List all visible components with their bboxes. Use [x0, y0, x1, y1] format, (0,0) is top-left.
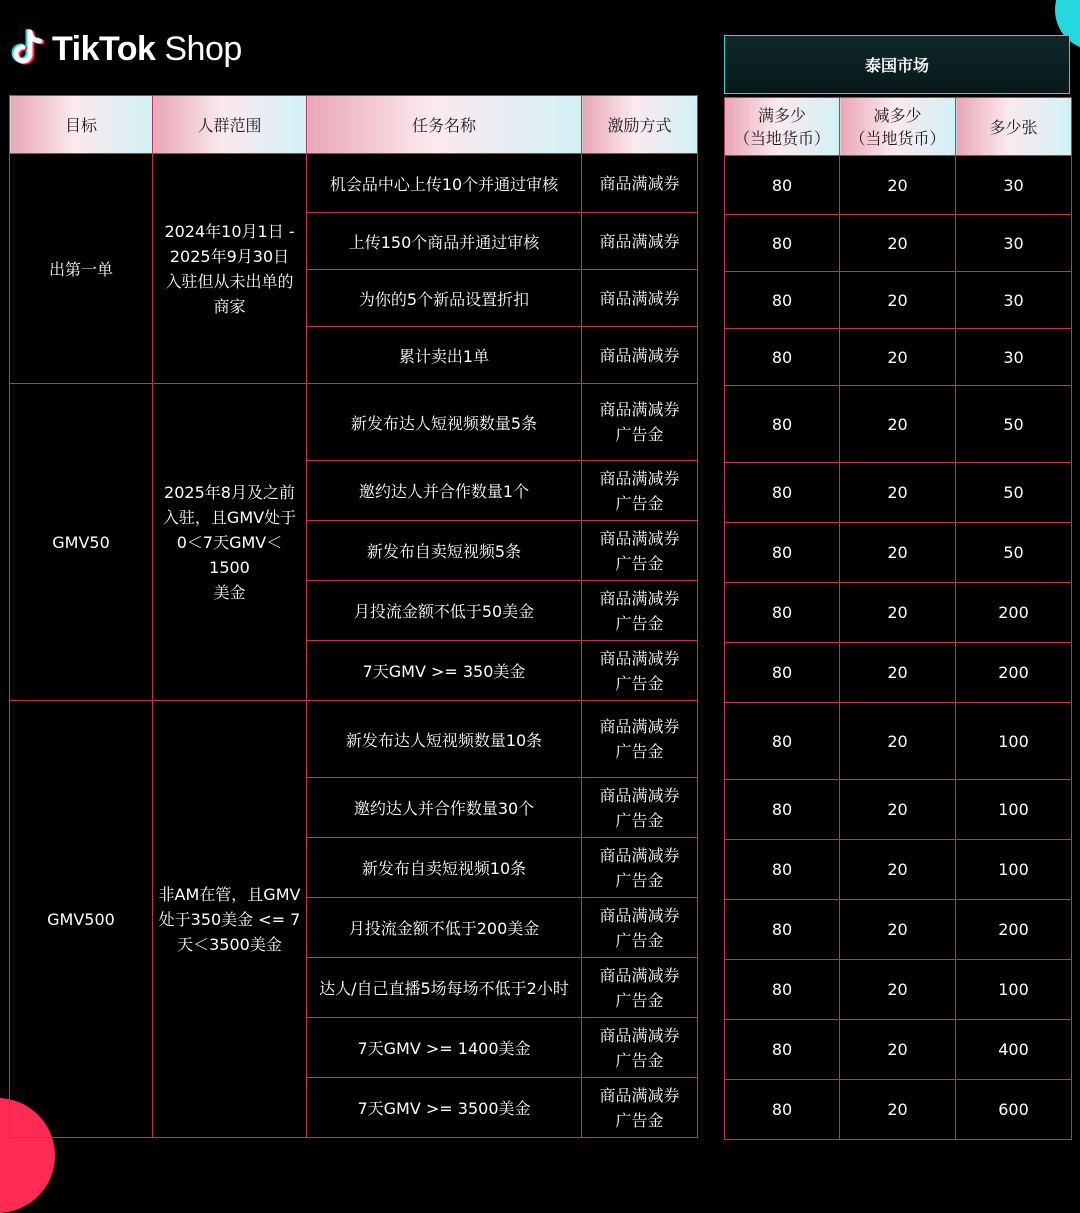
- reward-line: 商品满减券: [599, 345, 680, 365]
- table-row: [725, 703, 1072, 780]
- crowd-line: 美金: [213, 582, 246, 602]
- count-cell: 30: [956, 156, 1072, 215]
- reward-cell: [582, 461, 698, 521]
- discount-cell: 20: [840, 960, 956, 1020]
- reward-line: 商品满减券: [599, 400, 680, 419]
- task-cell: 邀约达人并合作数量1个: [307, 461, 582, 521]
- count-cell: 30: [956, 215, 1072, 272]
- reward-cell: [582, 898, 698, 958]
- discount-cell: 20: [840, 583, 956, 643]
- count-cell: 100: [956, 703, 1072, 780]
- crowd-line: 商家: [213, 296, 246, 316]
- task-cell: 7天GMV >= 3500美金: [307, 1078, 582, 1138]
- table-row: [10, 154, 698, 213]
- threshold-cell: 80: [725, 215, 840, 272]
- reward-line: 商品满减券: [599, 288, 680, 308]
- task-cell: 7天GMV >= 1400美金: [307, 1018, 582, 1078]
- reward-cell: [582, 270, 698, 327]
- reward-line: 广告金: [615, 1110, 664, 1130]
- threshold-cell: 80: [725, 329, 840, 386]
- crowd-line: 2025年9月30日: [169, 246, 290, 266]
- table-row: [725, 386, 1072, 463]
- count-cell: 30: [956, 272, 1072, 329]
- goal-cell: GMV500: [10, 701, 153, 1138]
- reward-line: 广告金: [615, 930, 664, 950]
- threshold-cell: 80: [725, 272, 840, 329]
- count-cell: 600: [956, 1080, 1072, 1140]
- discount-cell: 20: [840, 840, 956, 900]
- tiktok-shop-logo: [10, 25, 242, 73]
- crowd-line: 2025年8月及之前: [164, 482, 295, 502]
- discount-cell: 20: [840, 900, 956, 960]
- reward-line: 商品满减券: [599, 845, 680, 865]
- table-row: [10, 384, 698, 461]
- crowd-cell: [153, 384, 307, 701]
- task-cell: 月投流金额不低于50美金: [307, 581, 582, 641]
- task-cell: 新发布自卖短视频10条: [307, 838, 582, 898]
- reward-line: 广告金: [615, 553, 664, 573]
- reward-line: 商品满减券: [599, 588, 680, 608]
- task-cell: 累计卖出1单: [307, 327, 582, 384]
- count-cell: 50: [956, 463, 1072, 523]
- table-row: [725, 960, 1072, 1020]
- count-cell: 50: [956, 386, 1072, 463]
- count-cell: 200: [956, 643, 1072, 703]
- task-cell: 新发布自卖短视频5条: [307, 521, 582, 581]
- reward-cell: [582, 701, 698, 778]
- table-row: [725, 1020, 1072, 1080]
- table-row: [725, 1080, 1072, 1140]
- count-cell: 200: [956, 583, 1072, 643]
- count-cell: 100: [956, 840, 1072, 900]
- crowd-line: 入驻，且GMV处于: [162, 507, 297, 527]
- reward-line: 商品满减券: [599, 648, 680, 668]
- reward-cell: [582, 1078, 698, 1138]
- count-cell: 100: [956, 780, 1072, 840]
- header-count: 多少张: [956, 98, 1072, 156]
- reward-cell: [582, 778, 698, 838]
- threshold-cell: 80: [725, 1020, 840, 1080]
- crowd-cell: [153, 154, 307, 384]
- crowd-line: 入驻但从未出单的: [165, 271, 294, 291]
- table-row: [725, 780, 1072, 840]
- discount-cell: 20: [840, 272, 956, 329]
- threshold-cell: 80: [725, 900, 840, 960]
- discount-cell: 20: [840, 215, 956, 272]
- header-crowd: 人群范围: [153, 96, 307, 154]
- table-row: [725, 329, 1072, 386]
- table-row: [725, 463, 1072, 523]
- reward-line: 广告金: [615, 673, 664, 693]
- discount-cell: 20: [840, 1080, 956, 1140]
- reward-line: 商品满减券: [599, 1025, 680, 1045]
- threshold-cell: 80: [725, 840, 840, 900]
- reward-cell: [582, 641, 698, 701]
- reward-line: 广告金: [615, 870, 664, 890]
- header-task: 任务名称: [307, 96, 582, 154]
- reward-line: 商品满减券: [599, 905, 680, 925]
- threshold-cell: 80: [725, 780, 840, 840]
- table-row: [725, 900, 1072, 960]
- table-row: [725, 272, 1072, 329]
- discount-cell: 20: [840, 1020, 956, 1080]
- table-row: [725, 643, 1072, 703]
- task-cell: 机会品中心上传10个并通过审核: [307, 154, 582, 213]
- crowd-line: 非AM在管，且GMV: [158, 884, 301, 904]
- discount-cell: 20: [840, 463, 956, 523]
- reward-line: 广告金: [615, 810, 664, 830]
- threshold-cell: 80: [725, 1080, 840, 1140]
- brand-name: TikTok Shop: [52, 29, 242, 68]
- reward-cell: [582, 384, 698, 461]
- discount-cell: 20: [840, 329, 956, 386]
- reward-cell: [582, 521, 698, 581]
- header-goal: 目标: [10, 96, 153, 154]
- discount-cell: 20: [840, 643, 956, 703]
- tiktok-note-icon: [10, 29, 46, 69]
- task-cell: 7天GMV >= 350美金: [307, 641, 582, 701]
- crowd-line: 0＜7天GMV＜1500: [176, 532, 283, 577]
- header-reward: 激励方式: [582, 96, 698, 154]
- reward-line: 广告金: [615, 613, 664, 633]
- threshold-cell: 80: [725, 960, 840, 1020]
- discount-cell: 20: [840, 780, 956, 840]
- threshold-cell: 80: [725, 156, 840, 215]
- threshold-cell: 80: [725, 523, 840, 583]
- reward-line: 商品满减券: [599, 468, 680, 488]
- market-values-table: [724, 97, 1072, 1140]
- task-cell: 为你的5个新品设置折扣: [307, 270, 582, 327]
- crowd-line: 处于350美金 <= 7: [158, 909, 301, 929]
- table-row: [10, 701, 698, 778]
- reward-line: 广告金: [615, 1050, 664, 1070]
- goal-cell: 出第一单: [10, 154, 153, 384]
- reward-line: 广告金: [615, 493, 664, 513]
- reward-line: 广告金: [615, 990, 664, 1010]
- count-cell: 50: [956, 523, 1072, 583]
- threshold-cell: 80: [725, 643, 840, 703]
- reward-line: 商品满减券: [599, 785, 680, 805]
- discount-cell: 20: [840, 703, 956, 780]
- reward-line: 商品满减券: [599, 173, 680, 193]
- reward-cell: [582, 958, 698, 1018]
- reward-line: 商品满减券: [599, 717, 680, 736]
- reward-cell: [582, 327, 698, 384]
- crowd-cell: [153, 701, 307, 1138]
- threshold-cell: 80: [725, 583, 840, 643]
- reward-line: 商品满减券: [599, 1085, 680, 1105]
- table-row: [725, 156, 1072, 215]
- crowd-line: 2024年10月1日 -: [164, 221, 295, 241]
- count-cell: 200: [956, 900, 1072, 960]
- reward-cell: [582, 213, 698, 270]
- header-discount: 减多少 （当地货币）: [840, 98, 956, 156]
- goal-cell: GMV50: [10, 384, 153, 701]
- count-cell: 400: [956, 1020, 1072, 1080]
- reward-cell: [582, 1018, 698, 1078]
- count-cell: 100: [956, 960, 1072, 1020]
- reward-line: 商品满减券: [599, 965, 680, 985]
- table-row: [725, 840, 1072, 900]
- count-cell: 30: [956, 329, 1072, 386]
- table-row: [725, 215, 1072, 272]
- crowd-line: 天＜3500美金: [177, 934, 282, 954]
- threshold-cell: 80: [725, 386, 840, 463]
- reward-line: 广告金: [615, 742, 664, 761]
- reward-cell: [582, 154, 698, 213]
- reward-cell: [582, 838, 698, 898]
- threshold-cell: 80: [725, 703, 840, 780]
- task-cell: 上传150个商品并通过审核: [307, 213, 582, 270]
- task-table: [9, 95, 698, 1138]
- threshold-cell: 80: [725, 463, 840, 523]
- table-row: [725, 583, 1072, 643]
- reward-line: 广告金: [615, 425, 664, 444]
- task-cell: 达人/自己直播5场每场不低于2小时: [307, 958, 582, 1018]
- reward-line: 商品满减券: [599, 528, 680, 548]
- task-cell: 新发布达人短视频数量10条: [307, 701, 582, 778]
- reward-line: 商品满减券: [599, 231, 680, 251]
- task-cell: 新发布达人短视频数量5条: [307, 384, 582, 461]
- header-threshold: 满多少 （当地货币）: [725, 98, 840, 156]
- market-header: 泰国市场: [724, 35, 1070, 94]
- task-cell: 月投流金额不低于200美金: [307, 898, 582, 958]
- reward-cell: [582, 581, 698, 641]
- table-row: [725, 523, 1072, 583]
- task-cell: 邀约达人并合作数量30个: [307, 778, 582, 838]
- discount-cell: 20: [840, 156, 956, 215]
- discount-cell: 20: [840, 386, 956, 463]
- discount-cell: 20: [840, 523, 956, 583]
